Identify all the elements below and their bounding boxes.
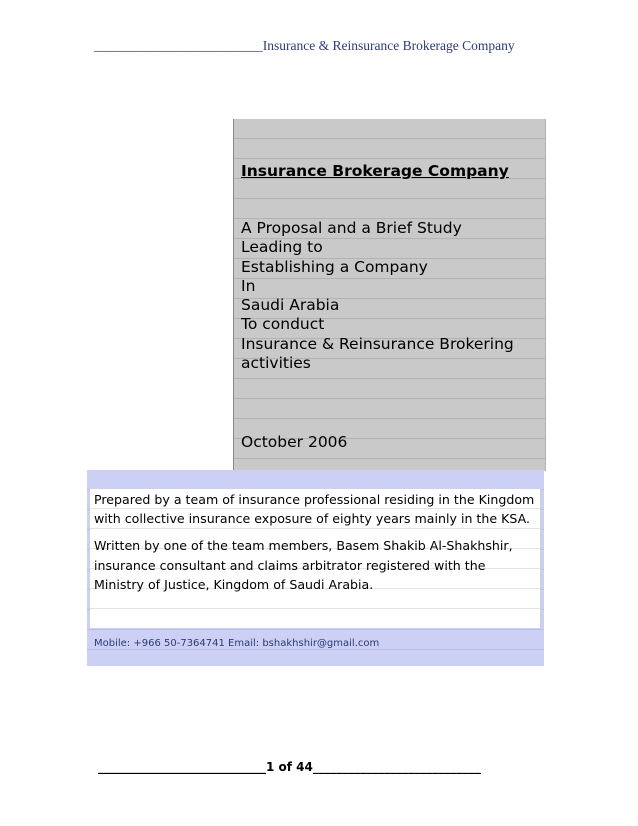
preparers-paragraph: Prepared by a team of insurance professional residing in the Kingdom with collective insurance exposure of eighty years mainly in the KSA. [94,492,535,527]
contact-info: Mobile: +966 50-7364741 Email: bshakhshir@gmail.com [94,638,380,649]
proposal-date: October 2006 [241,433,348,451]
proposal-line: A Proposal and a Brief Study [241,219,462,237]
proposal-line: To conduct [241,315,325,334]
proposal-line: Saudi Arabia [241,296,340,315]
company-title: Insurance Brokerage Company [241,162,509,180]
proposal-line: In [241,276,256,295]
title-box [233,119,546,471]
proposal-line: activities [241,354,311,373]
proposal-text [241,219,546,373]
proposal-line: Establishing a Company [241,257,428,276]
page-footer: ____________________________1 of 44____________________________ [98,760,481,774]
proposal-line: Leading to [241,238,323,257]
proposal-line: Insurance & Reinsurance Brokering [241,334,514,353]
author-paragraph: Written by one of the team members, Basem Shakib Al-Shakhshir, insurance consultant and claims arbitrator registered with the Ministry of Justice, Kingdom of Saudi Arabia. [94,538,513,592]
running-header: _________________________Insurance & Reinsurance Brokerage Company [94,38,515,53]
preparers-text [94,490,536,594]
